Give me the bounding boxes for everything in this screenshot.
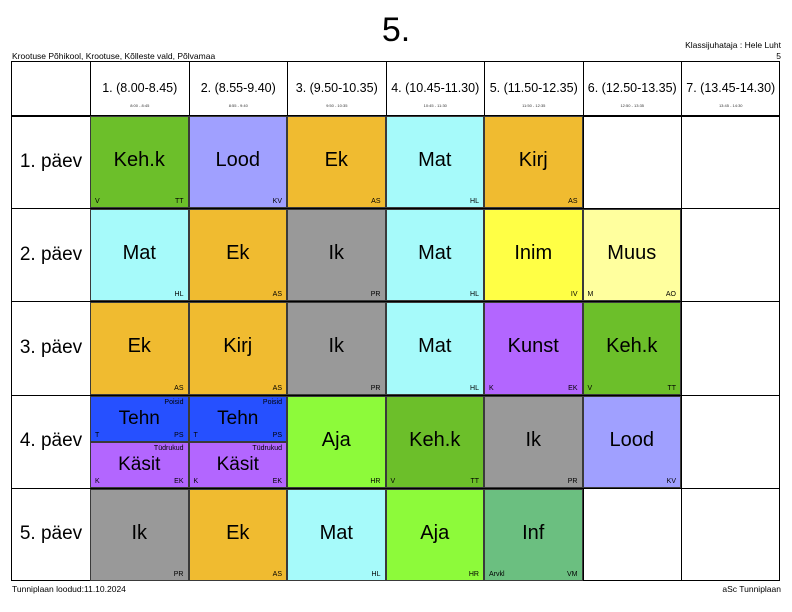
lesson-subject: Ek (226, 521, 250, 544)
lesson-subject: Lood (609, 428, 654, 451)
period-time: 13:45 - 14:30 (718, 103, 743, 108)
lesson-subject: Käsit (216, 453, 259, 475)
lesson-teacher: KV (272, 198, 282, 206)
class-teacher: Klassijuhataja : Hele Luht (685, 40, 781, 50)
lesson-teacher: AS (272, 384, 282, 392)
lesson-teacher: EK (174, 478, 184, 486)
lesson-cell[interactable] (386, 302, 485, 394)
lesson-subject: Kirj (223, 335, 253, 358)
lesson-subject: Ek (324, 149, 348, 172)
lesson-cell[interactable] (189, 302, 288, 394)
lesson-cell[interactable] (90, 396, 189, 443)
lesson-subject: Tehn (118, 407, 160, 429)
lesson-cell[interactable] (189, 116, 288, 208)
period-header (189, 62, 288, 115)
lesson-teacher: PR (370, 384, 381, 392)
lesson-cell[interactable] (90, 209, 189, 301)
lesson-group: Poisid (164, 398, 184, 406)
lesson-cell[interactable] (90, 489, 189, 581)
lesson-teacher: AS (371, 198, 381, 206)
class-teacher-info (685, 40, 781, 62)
lesson-teacher: HL (371, 570, 381, 578)
lesson-teacher: PR (370, 291, 381, 299)
lesson-cell[interactable] (386, 116, 485, 208)
lesson-cell[interactable] (386, 489, 485, 581)
class-number: 5 (776, 51, 781, 61)
lesson-subject: Ik (131, 521, 148, 544)
lesson-subject: Aja (321, 428, 351, 451)
lesson-subject: Tehn (217, 407, 259, 429)
lesson-teacher: PS (272, 432, 282, 440)
lesson-cell[interactable] (189, 396, 288, 443)
lesson-room: T (95, 432, 100, 440)
lesson-cell[interactable] (90, 302, 189, 394)
school-name: Krootuse Põhikool, Krootuse, Kõlleste vald, Põlvamaa (12, 51, 216, 61)
lesson-subject: Ek (226, 242, 250, 265)
period-header (681, 62, 780, 115)
lesson-subject: Ik (328, 335, 345, 358)
period-header (90, 62, 189, 115)
lesson-cell[interactable] (287, 489, 386, 581)
lesson-teacher: HL (470, 198, 479, 206)
lesson-subject: Ik (328, 242, 345, 265)
lesson-subject: Aja (420, 521, 450, 544)
lesson-subject: Mat (418, 335, 452, 358)
lesson-teacher: AS (272, 291, 282, 299)
lesson-cell[interactable] (189, 442, 288, 489)
lesson-group: Tüdrukud (153, 444, 184, 452)
period-label: 1. (8.00-8.45) (102, 81, 178, 95)
lesson-cell[interactable] (484, 209, 583, 301)
lesson-teacher: HL (470, 291, 479, 299)
lesson-subject: Käsit (118, 453, 161, 475)
lesson-subject: Keh.k (409, 428, 461, 451)
period-time: 10:45 - 11:30 (423, 103, 447, 108)
lesson-subject: Kirj (518, 149, 548, 172)
period-time: 9:50 - 10:35 (326, 103, 348, 108)
lesson-teacher: AO (665, 291, 676, 299)
lesson-room: V (390, 477, 396, 485)
lesson-cell[interactable] (287, 116, 386, 208)
lesson-teacher: VM (567, 570, 578, 578)
lesson-group: Poisid (262, 398, 282, 406)
created-date: Tunniplaan loodud:11.10.2024 (12, 584, 126, 594)
period-label: 2. (8.55-9.40) (200, 81, 276, 95)
lesson-cell[interactable] (90, 116, 189, 208)
period-time: 12:50 - 13:35 (620, 103, 645, 108)
lesson-subject: Ek (127, 335, 151, 358)
lesson-teacher: IV (570, 291, 578, 299)
lesson-cell[interactable] (287, 396, 386, 488)
lesson-subject: Mat (319, 521, 353, 544)
period-header (386, 62, 485, 115)
lesson-cell[interactable] (90, 442, 189, 489)
lesson-teacher: AS (272, 570, 282, 578)
lesson-room: K (193, 478, 199, 486)
day-label: 1. päev (19, 150, 83, 172)
period-label: 4. (10.45-11.30) (391, 81, 480, 95)
lesson-teacher: HR (370, 477, 381, 485)
lesson-teacher: EK (272, 478, 282, 486)
lesson-teacher: TT (470, 477, 479, 485)
period-label: 7. (13.45-14.30) (686, 81, 776, 95)
lesson-room: M (587, 291, 594, 299)
lesson-cell[interactable] (386, 209, 485, 301)
lesson-cell[interactable] (189, 209, 288, 301)
lesson-room: K (489, 384, 494, 392)
timetable-grid (11, 61, 780, 581)
period-time: 8:00 - 8:45 (130, 103, 150, 108)
lesson-teacher: PS (174, 432, 184, 440)
lesson-teacher: KV (666, 477, 676, 485)
lesson-subject: Mat (418, 242, 452, 265)
period-label: 3. (9.50-10.35) (295, 81, 378, 95)
lesson-teacher: PR (567, 477, 578, 485)
lesson-subject: Ik (525, 428, 542, 451)
lesson-subject: Lood (215, 149, 260, 172)
lesson-room: V (95, 198, 100, 206)
lesson-subject: Keh.k (113, 149, 165, 172)
lesson-cell[interactable] (189, 489, 288, 581)
lesson-room: T (193, 432, 198, 440)
lesson-cell[interactable] (484, 396, 583, 488)
lesson-cell[interactable] (583, 209, 682, 301)
day-label: 2. päev (19, 243, 83, 265)
lesson-teacher: TT (174, 198, 184, 206)
lesson-teacher: EK (568, 384, 578, 392)
period-header (484, 62, 583, 115)
lesson-teacher: HL (174, 291, 184, 299)
lesson-cell[interactable] (583, 302, 682, 394)
lesson-subject: Inf (522, 521, 545, 544)
period-time: 11:50 - 12:35 (522, 103, 546, 108)
column-divider (681, 62, 682, 580)
lesson-cell[interactable] (484, 489, 583, 581)
period-header (287, 62, 386, 115)
period-label: 5. (11.50-12.35) (489, 81, 578, 95)
lesson-group: Tüdrukud (252, 444, 282, 452)
lesson-teacher: PR (173, 570, 184, 578)
period-label: 6. (12.50-13.35) (587, 81, 677, 95)
software-name: aSc Tunniplaan (722, 584, 781, 594)
lesson-cell[interactable] (386, 396, 485, 488)
lesson-subject: Mat (418, 149, 452, 172)
day-label: 5. päev (19, 523, 83, 545)
lesson-subject: Mat (122, 242, 156, 265)
lesson-cell[interactable] (484, 302, 583, 394)
period-header (583, 62, 682, 115)
period-time: 8:55 - 9:40 (228, 103, 248, 108)
day-label: 4. päev (19, 430, 83, 452)
lesson-cell[interactable] (287, 209, 386, 301)
lesson-room: K (95, 478, 100, 486)
page-title: 5. (381, 11, 411, 49)
lesson-cell[interactable] (287, 302, 386, 394)
lesson-room: Arvkl (489, 570, 505, 578)
lesson-cell[interactable] (484, 116, 583, 208)
lesson-teacher: TT (667, 384, 676, 392)
lesson-subject: Keh.k (606, 335, 658, 358)
lesson-teacher: HR (468, 570, 479, 578)
lesson-teacher: AS (174, 384, 184, 392)
lesson-subject: Kunst (507, 335, 559, 358)
lesson-cell[interactable] (583, 396, 682, 488)
lesson-subject: Inim (514, 242, 553, 265)
day-label: 3. päev (19, 336, 83, 358)
lesson-subject: Muus (607, 242, 657, 265)
lesson-room: V (587, 384, 593, 392)
lesson-teacher: AS (568, 198, 578, 206)
lesson-teacher: HL (470, 384, 479, 392)
